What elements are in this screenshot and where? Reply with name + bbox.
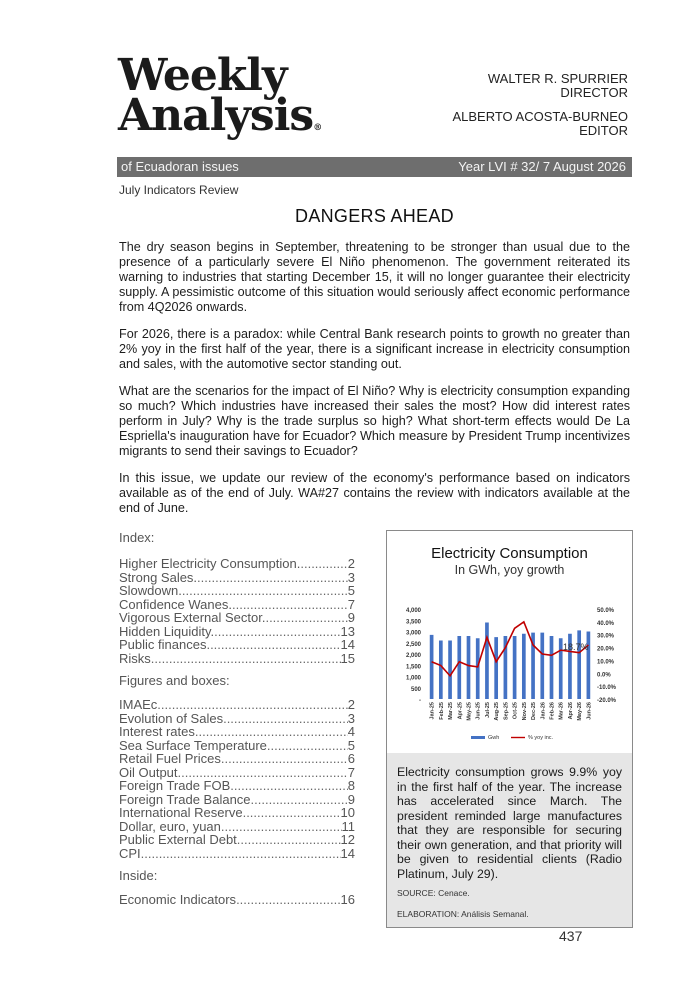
- bar: [457, 636, 461, 699]
- leader-dots: [221, 752, 348, 766]
- index-entry-title: IMAEc: [119, 697, 158, 712]
- leader-dots: [251, 793, 348, 807]
- x-tick-label: Mar-25: [448, 702, 455, 720]
- index-entry-page: 2: [347, 697, 355, 712]
- index-entry-page: 16: [340, 892, 355, 907]
- x-tick-label: Dec-25: [531, 702, 538, 721]
- bar: [485, 623, 489, 700]
- bar: [430, 635, 434, 699]
- y-left-tick-label: 500: [410, 686, 421, 693]
- index-entry-page: 8: [347, 778, 355, 793]
- page-number: 437: [559, 928, 583, 944]
- leader-dots: [267, 739, 348, 753]
- index-column: [119, 530, 355, 907]
- bar: [540, 633, 544, 699]
- x-tick-label: Apr-26: [567, 702, 574, 720]
- index-entry-title: International Reserve: [119, 805, 243, 820]
- index-entry-page: 14: [340, 845, 355, 861]
- index-entry: [119, 766, 355, 780]
- leader-dots: [243, 806, 341, 820]
- chart-title: Electricity Consumption: [431, 545, 588, 562]
- chart-annotation: 18.7%: [563, 642, 589, 652]
- y-right-tick-label: 30.0%: [597, 633, 615, 640]
- leader-dots: [206, 638, 340, 652]
- index-entry-title: CPI: [119, 845, 141, 861]
- y-right-tick-label: 20.0%: [597, 646, 615, 653]
- bar: [439, 641, 443, 700]
- x-tick-label: Nov-25: [521, 702, 528, 721]
- y-right-tick-label: -20.0%: [597, 698, 617, 704]
- index-entry-page: 12: [340, 832, 355, 847]
- legend-swatch-bar: [471, 736, 485, 739]
- index-entry: [119, 598, 355, 612]
- figures-heading: Figures and boxes:: [119, 673, 230, 688]
- leader-dots: [214, 625, 340, 639]
- index-entry: [119, 820, 355, 834]
- x-tick-label: Feb-26: [549, 702, 556, 720]
- paragraph: For 2026, there is a paradox: while Central Bank research points to growth no greater than 2% yoy in the first half of the year, there is a significant increase in electricity consumption and sales, with the automotive sector standing out.: [119, 327, 630, 371]
- index-entry-title: Economic Indicators: [119, 892, 237, 907]
- index-entry: [119, 833, 355, 847]
- section-label: July Indicators Review: [119, 183, 239, 197]
- index-entry-page: 15: [340, 650, 355, 666]
- index-entry-title: Public External Debt: [119, 832, 237, 847]
- x-tick-label: May-26: [577, 702, 584, 721]
- leader-dots: [221, 820, 342, 834]
- y-left-tick-label: 2,000: [405, 653, 421, 659]
- index-entry-page: 6: [347, 751, 355, 766]
- index-entry-page: 11: [341, 818, 355, 834]
- leader-dots: [300, 557, 347, 571]
- leader-dots: [151, 652, 341, 666]
- masthead-logo: [118, 50, 323, 148]
- registered-mark: ®: [313, 123, 323, 133]
- index-entry-title: Foreign Trade Balance: [119, 791, 251, 807]
- logo-line-1: Weekly: [118, 50, 287, 101]
- index-entry-title: Higher Electricity Consumption.: [119, 556, 301, 571]
- x-tick-label: Apr-25: [457, 702, 464, 720]
- index-heading: Index:: [119, 530, 155, 545]
- leader-dots: [197, 571, 348, 585]
- index-entry: [119, 652, 355, 666]
- index-entry: [119, 847, 355, 861]
- electricity-chart: [387, 531, 632, 753]
- director-name: WALTER R. SPURRIER: [487, 71, 628, 86]
- x-tick-label: Jun-26: [586, 702, 593, 720]
- index-entry: [119, 739, 355, 753]
- leader-dots: [237, 833, 341, 847]
- x-tick-label: Jul-25: [484, 702, 491, 718]
- y-left-tick-label: -: [419, 698, 421, 704]
- index-entry-page: 9: [347, 610, 355, 625]
- index-entry-title: Public finances: [119, 637, 207, 652]
- leader-dots: [232, 598, 348, 612]
- x-tick-label: Jan-26: [540, 702, 547, 720]
- chart-subtitle: In GWh, yoy growth: [454, 563, 565, 577]
- index-entry-page: 14: [340, 637, 355, 652]
- index-entry: [119, 625, 355, 639]
- leader-dots: [195, 725, 348, 739]
- index-entry: [119, 611, 355, 625]
- y-right-tick-label: 50.0%: [597, 608, 615, 614]
- x-tick-label: Oct-25: [512, 702, 519, 720]
- index-entry-title: Risks: [119, 650, 151, 666]
- figures-list: [119, 698, 355, 860]
- y-left-tick-label: 3,500: [405, 619, 421, 626]
- bar: [559, 638, 563, 699]
- index-entry: [119, 725, 355, 739]
- index-entry: [119, 698, 355, 712]
- x-tick-label: Aug-25: [494, 702, 501, 721]
- bar: [467, 636, 471, 699]
- chart-box: [386, 530, 633, 928]
- x-tick-label: Jan-25: [429, 702, 436, 720]
- index-entry: [119, 752, 355, 766]
- y-left-tick-label: 1,000: [405, 675, 421, 682]
- paragraph: What are the scenarios for the impact of El Niño? Why is electricity consumption expanding so much? Which industries have increased their sales the most? How did interest rates perform in July? Why is the trade surplus so high? What short-term effects would De La Espriella's inauguration have for Ecuador? Which measure by President Trump incentivizes migrants to send their savings to Ecuador?: [119, 384, 630, 458]
- legend-label: % yoy inc.: [528, 735, 554, 741]
- index-entry-title: Strong Sales.: [119, 569, 198, 585]
- inside-list: [119, 893, 355, 907]
- y-left-tick-label: 3,000: [405, 630, 421, 637]
- legend-label: Gwh: [488, 735, 500, 741]
- bar: [513, 636, 517, 699]
- headline: DANGERS AHEAD: [295, 206, 454, 226]
- index-entry-page: 5: [347, 583, 355, 598]
- index-entry: [119, 584, 355, 598]
- logo-line-2: Analysis®: [118, 90, 323, 141]
- editor-role: EDITOR: [579, 123, 628, 138]
- leader-dots: [223, 712, 348, 726]
- paragraph: The dry season begins in September, threatening to be stronger than usual due to the presence of a particularly severe El Niño phenomenon. The government reiterated its warning to industries that starting December 15, it will no longer guarantee their electricity supply. A pessimistic outcome of this situation would seriously affect economic performance from 4Q2026 onwards.: [119, 240, 630, 314]
- index-entry: [119, 793, 355, 807]
- x-tick-label: Feb-25: [438, 702, 445, 720]
- chart-panel: [387, 531, 632, 753]
- index-entry-page: 2: [347, 556, 355, 571]
- index-entry-title: Sea Surface Temperature: [119, 737, 267, 753]
- index-entry-page: 10: [340, 805, 355, 820]
- bar: [550, 636, 554, 699]
- index-entry: [119, 806, 355, 820]
- x-tick-label: Sep-25: [503, 702, 510, 721]
- banner-issue: Year LVI # 32/ 7 August 2026: [458, 159, 626, 174]
- caption-panel: [387, 753, 632, 927]
- x-tick-label: May-25: [466, 702, 473, 721]
- index-entry-title: Foreign Trade FOB: [119, 778, 231, 793]
- director-role: DIRECTOR: [560, 85, 628, 100]
- index-entry-title: Evolution of Sales: [119, 710, 224, 726]
- y-right-tick-label: -10.0%: [597, 685, 617, 692]
- bar: [448, 641, 452, 700]
- leader-dots: [230, 779, 347, 793]
- index-entry-page: 7: [347, 596, 355, 612]
- index-entry: [119, 779, 355, 793]
- index-entry-page: 3: [347, 710, 355, 726]
- leader-dots: [178, 766, 348, 780]
- index-entry-title: Slowdown.: [119, 583, 182, 598]
- paragraph: In this issue, we update our review of the economy's performance based on indicators available as of the end of July. WA#27 contains the review with indicators available at the end of June.: [119, 471, 630, 515]
- issue-banner: [117, 157, 632, 177]
- index-entry-page: 7: [347, 764, 355, 780]
- index-entry-page: 4: [347, 724, 355, 739]
- intro-text: [119, 240, 630, 528]
- leader-dots: [157, 698, 347, 712]
- index-entry-page: 9: [347, 791, 355, 807]
- index-entry-title: Retail Fuel Prices: [119, 751, 221, 766]
- index-entry-title: Vigorous External Sector.: [119, 610, 266, 625]
- index-entry-page: 3: [347, 569, 355, 585]
- bar: [522, 634, 526, 699]
- index-entry: [119, 571, 355, 585]
- inside-heading: Inside:: [119, 868, 158, 883]
- box-source: SOURCE: Cenace.: [397, 888, 470, 898]
- y-right-tick-label: 0.0%: [597, 672, 611, 679]
- box-caption: Electricity consumption grows 9.9% yoy in the first half of the year. The increase has accelerated since March. The president reminded large manufactures that they are responsible for securing their own generation, and that priority will be given to residential clients (Radio Platinum, July 29).: [397, 765, 622, 881]
- bar: [476, 638, 480, 699]
- y-right-tick-label: 40.0%: [597, 620, 615, 627]
- index-entry-title: Interest rates: [119, 724, 195, 739]
- leader-dots: [141, 847, 341, 861]
- index-entry: [119, 712, 355, 726]
- y-left-tick-label: 1,500: [405, 664, 421, 671]
- box-elaboration: ELABORATION: Análisis Semanal.: [397, 909, 529, 919]
- y-left-tick-label: 4,000: [405, 608, 421, 614]
- index-entry-page: 5: [347, 737, 355, 753]
- staff-credits: [452, 72, 628, 138]
- editor-name: ALBERTO ACOSTA-BURNEO: [452, 109, 628, 124]
- y-left-tick-label: 2,500: [405, 641, 421, 648]
- leader-dots: [236, 893, 340, 907]
- index-entry-page: 13: [340, 623, 355, 639]
- index-entry-title: Dollar, euro, yuan: [119, 818, 221, 834]
- index-entry-title: Hidden Liquidity.: [119, 623, 215, 639]
- x-tick-label: Mar-26: [558, 702, 565, 720]
- index-entry-title: Confidence Wanes.: [119, 596, 232, 612]
- index-entry: [119, 893, 355, 907]
- banner-tagline: of Ecuadoran issues: [121, 159, 239, 174]
- leader-dots: [182, 584, 348, 598]
- index-entry-title: Oil Output: [119, 764, 178, 780]
- bar: [494, 637, 498, 699]
- x-tick-label: Jun-25: [475, 702, 482, 720]
- index-entry: [119, 557, 355, 571]
- bar: [577, 630, 581, 699]
- index-entry: [119, 638, 355, 652]
- y-right-tick-label: 10.0%: [597, 659, 615, 666]
- index-list: [119, 557, 355, 665]
- leader-dots: [265, 611, 347, 625]
